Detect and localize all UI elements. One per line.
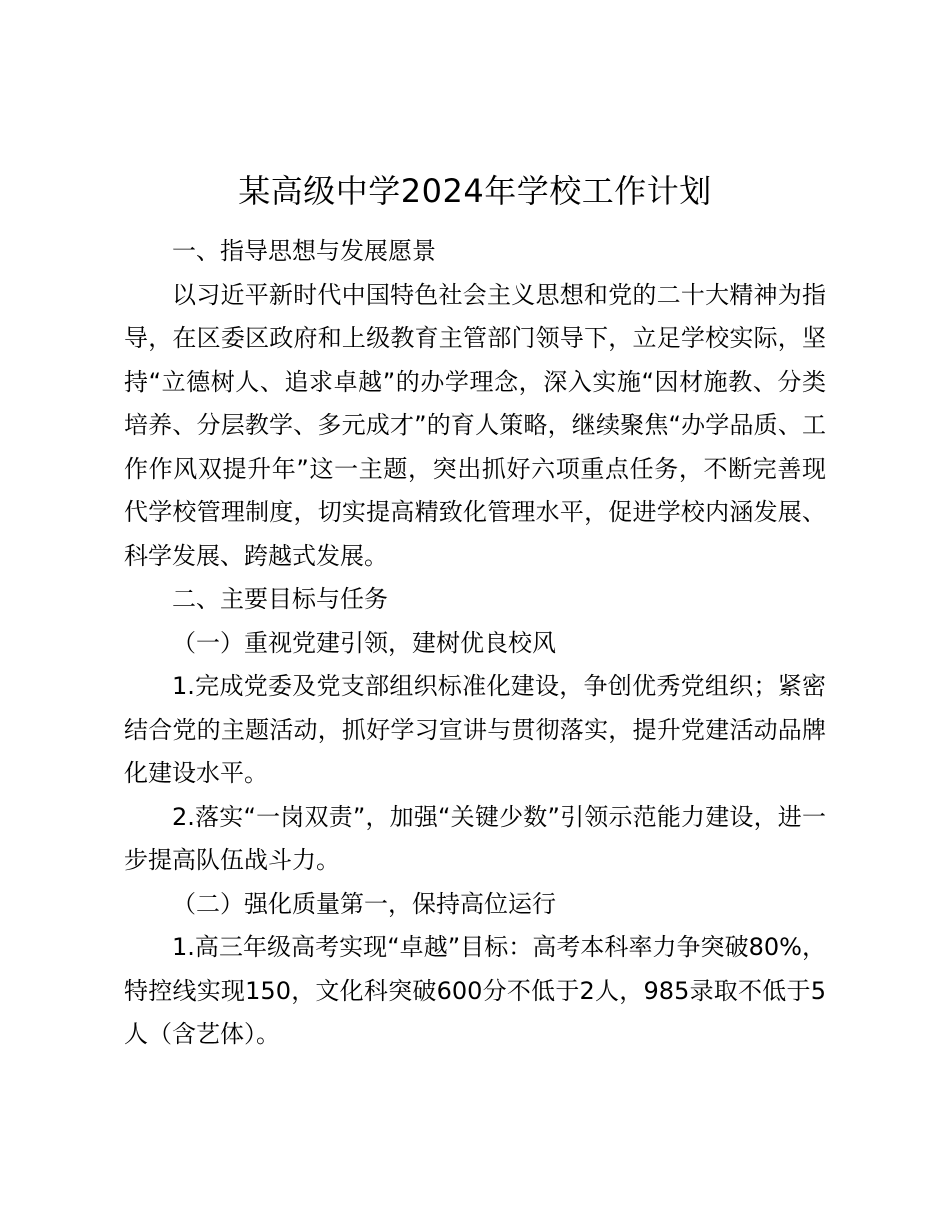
paragraph-item-party-organization: 1.完成党委及党支部组织标准化建设，争创优秀党组织；紧密结合党的主题活动，抓好学习宣讲与贯彻落实，提升党建活动品牌化建设水平。 <box>124 672 826 787</box>
subsection-heading-party-building: （一）重视党建引领，建树优良校风 <box>172 628 556 657</box>
section-heading-main-goals: 二、主要目标与任务 <box>172 585 388 613</box>
paragraph-guiding-ideology: 以习近平新时代中国特色社会主义思想和党的二十大精神为指导，在区委区政府和上级教育主管部门领导下，立足学校实际，坚持“立德树人、追求卓越”的办学理念，深入实施“因材施教、分类培养、分层教学、多元成才”的育人策略，继续聚焦“办学品质、工作作风双提升年”这一主题，突出抓好六项重点任务，不断完善现代学校管理制度，切实提高精致化管理水平，促进学校内涵发展、科学发展、跨越式发展。 <box>124 280 826 570</box>
subsection-heading-quality-first: （二）强化质量第一，保持高位运行 <box>172 889 556 918</box>
paragraph-item-senior-three-goals: 1.高三年级高考实现“卓越”目标：高考本科率力争突破80%，特控线实现150，文化科突破600分不低于2人，985录取不低于5人（含艺体）。 <box>124 933 826 1048</box>
document-page <box>124 166 826 1057</box>
document-title: 某高级中学2024年学校工作计划 <box>238 172 712 210</box>
paragraph-item-one-post-two-duties: 2.落实“一岗双责”，加强“关键少数”引领示范能力建设，进一步提高队伍战斗力。 <box>124 802 826 874</box>
section-heading-guiding-ideology: 一、指导思想与发展愿景 <box>172 237 436 265</box>
